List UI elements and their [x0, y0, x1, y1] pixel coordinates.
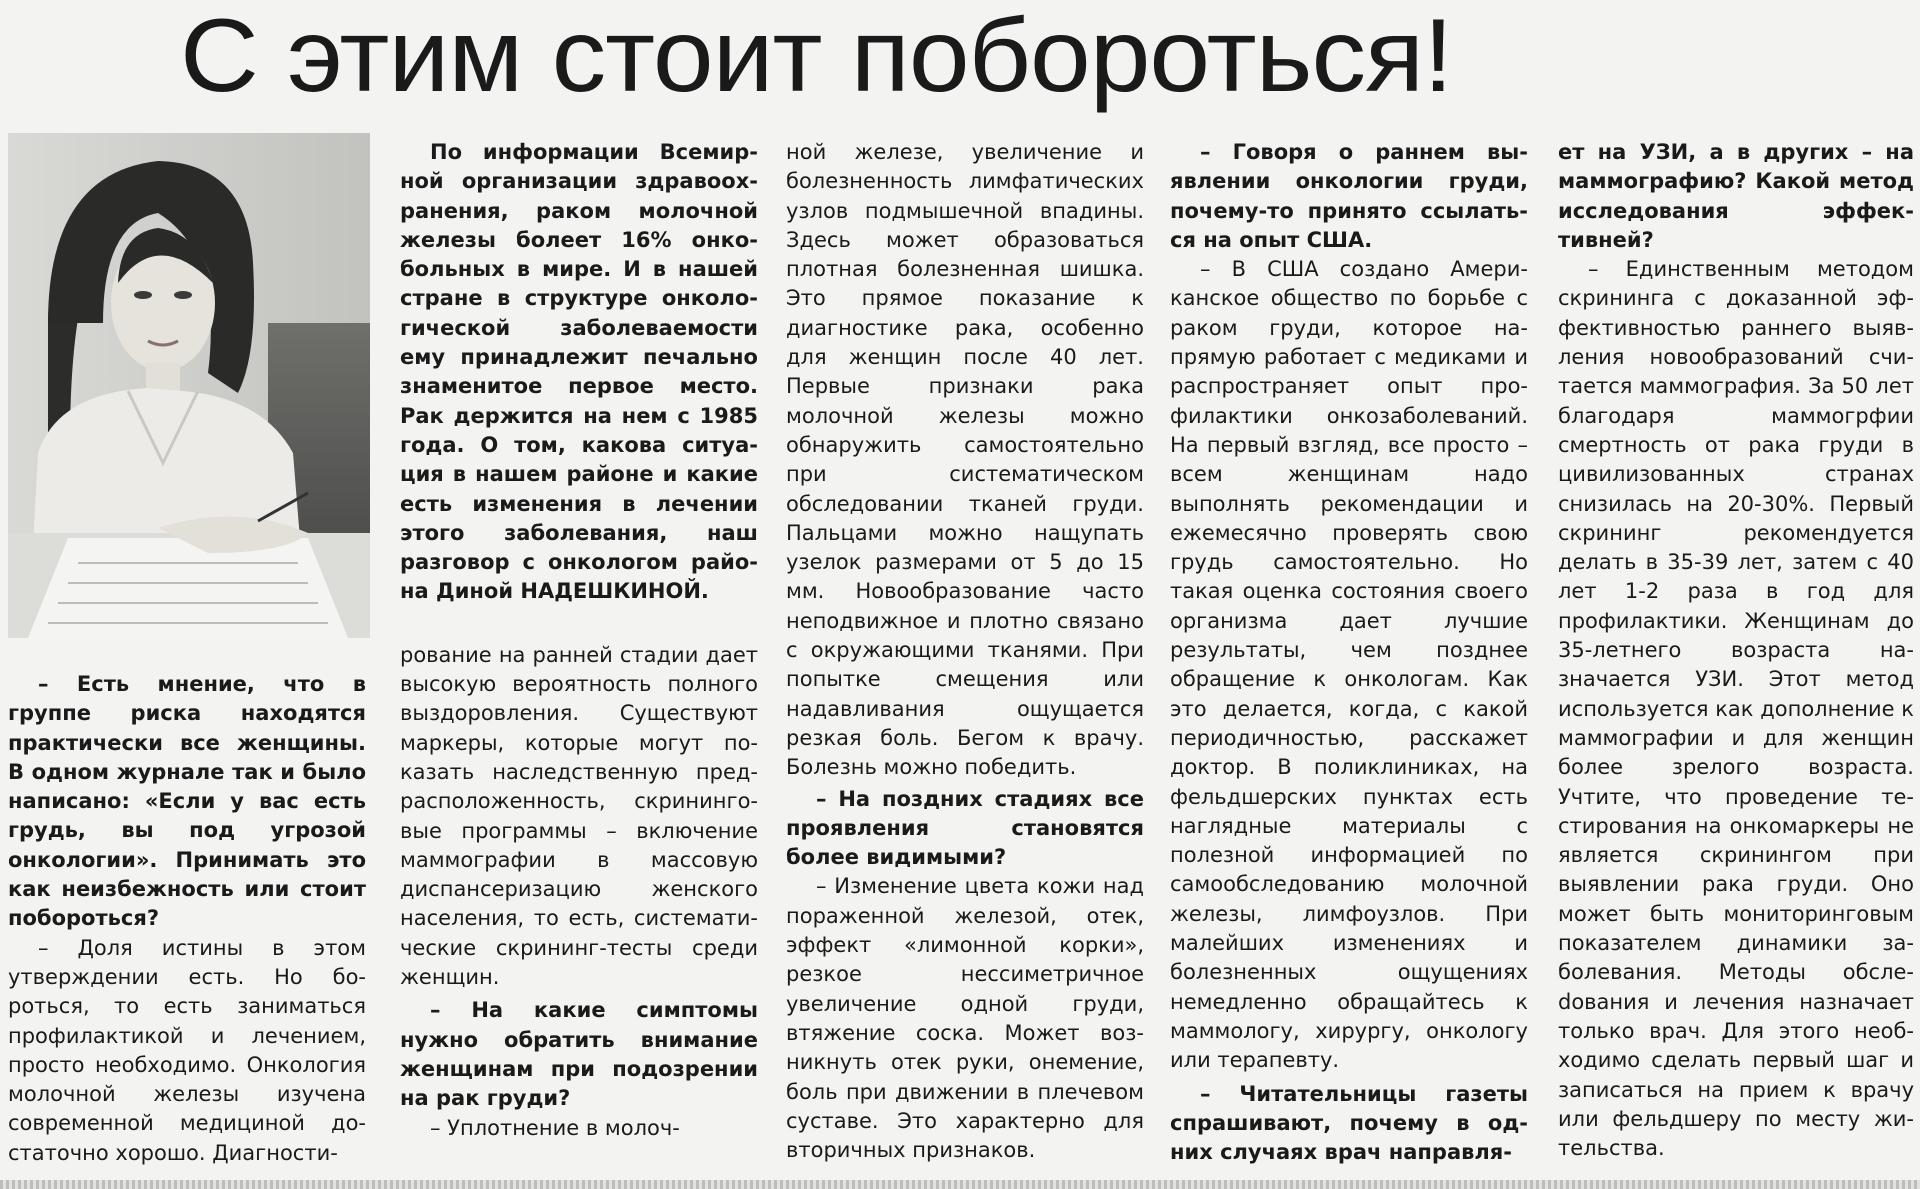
question-5-start: – Читательницы газеты спрашивают, почему в одних случаях врач направля- — [1170, 1081, 1528, 1165]
answer-3: – Изменение цвета кожи над пораженной железой, отек, эффект «лимонной корки», резкое нессиметричное увеличение одной груди, втяжение соска. Может возникнуть отек руки, онемение, боль при движении в плечевом суставе. Это характерно для вторичных признаков. — [786, 874, 1144, 1163]
question-5-continued: ет на УЗИ, а в других – на маммографию? Какой метод исследования эффективней? — [1558, 140, 1914, 252]
column-5 — [1558, 138, 1914, 1163]
question-4: – Говоря о раннем выявлении онкологии груди, почему-то принято ссылаться на опыт США. — [1170, 140, 1528, 252]
question-1: – Есть мнение, что в группе риска находятся практически все женщины. В одном журнале так и было написано: «Если у вас есть грудь, вы под угрозой онкологии». Принимать это как неизбежность или стоит побороться? — [8, 672, 366, 931]
question-3: – На поздних стадиях все проявления становятся более видимыми? — [786, 786, 1144, 870]
answer-1-continued: рование на ранней стадии дает высокую вероятность полного выздоровления. Существуют маркеры, которые могут показать наследственную предрасположенность, скрининговые программы – включение маммографии в массовую диспансеризацию женского населения, то есть, систематические скрининг-тесты среди женщин. — [400, 642, 758, 990]
question-2: – На какие симптомы нужно обратить внимание женщинам при подозрении на рак груди? — [400, 998, 758, 1111]
column-1 — [8, 670, 366, 1168]
article-intro: По информации Всемирной организации здравоохранения, раком молочной железы болеет 16% онкобольных в мире. И в нашей стране в структуре онкологической заболеваемости ему принадлежит печально знаменитое первое место. Рак держится на нем с 1985 года. О том, какова ситуация в нашем районе и какие есть изменения в лечении этого заболевания, наш разговор с онкологом района Диной НАДЕШКИНОЙ. — [400, 140, 758, 604]
answer-2-start: – Уплотнение в молоч- — [430, 1115, 680, 1140]
answer-4: – В США создано Американское общество по борьбе с раком груди, которое напрямую работает с медиками и распространяет опыт профилактики онкозаболеваний. На первый взгляд, все просто – всем женщинам надо выполнять рекомендации и ежемесячно проверять свою грудь самостоятельно. Но такая оценка состояния своего организма дает лучшие результаты, чем позднее обращение к онкологам. Как это делается, когда, с какой периодичностью, расскажет доктор. В поликлиниках, на фельдшерских пунктах есть наглядные материалы с полезной информацией по самообследованию молочной железы, лимфоузлов. При малейших изменениях и болезненных ощущениях немедленно обращайтесь к маммологу, хирургу, онкологу или терапевту. — [1170, 257, 1528, 1073]
answer-1: – Доля истины в этом утверждении есть. Но бороться, то есть заниматься профилактикой и лечением, просто необходимо. Онкология молочной железы изучена современной медициной достаточно хорошо. Диагности- — [8, 935, 366, 1165]
headline: С этим стоит побороться! — [180, 0, 1453, 114]
oncologist-photo — [8, 133, 370, 638]
column-3 — [786, 138, 1144, 1165]
column-4 — [1170, 138, 1528, 1167]
bottom-border — [0, 1180, 1920, 1189]
answer-5: – Единственным методом скрининга с доказанной эффективностью раннего выявления новообразований считается маммография. За 50 лет благодаря маммогрфии смертность от рака груди в цивилизованных странах снизилась на 20-30%. Первый скрининг рекомендуется делать в 35-39 лет, затем с 40 лет 1-2 раза в год для профилактики. Женщинам до 35-летнего возраста назначается УЗИ. Этот метод используется как дополнение к маммографии и для женщин более зрелого возраста. Учтите, что проведение тестирования на онкомаркеры не является скринингом при выявлении рака груди. Оно может быть мониторинговым показателем динамики заболевания. Методы обслеdования и лечения назначает только врач. Для этого необходимо сделать первый шаг и записаться на прием к врачу или фельдшеру по месту жительства. — [1558, 257, 1914, 1161]
answer-2-continued: ной железе, увеличение и болезненность лимфатических узлов подмышечной впадины. Здесь может образоваться плотная болезненная шишка. Это прямое показание к диагностике рака, особенно для женщин после 40 лет. Первые признаки рака молочной железы можно обнаружить самостоятельно при систематическом обследовании тканей груди. Пальцами можно нащупать узелок размерами от 5 до 15 мм. Новообразование часто неподвижное и плотно связано с окружающими тканями. При попытке смещения или надавливания ощущается резкая боль. Бегом к врачу. Болезнь можно победить. — [786, 140, 1144, 780]
column-2 — [400, 138, 758, 1143]
